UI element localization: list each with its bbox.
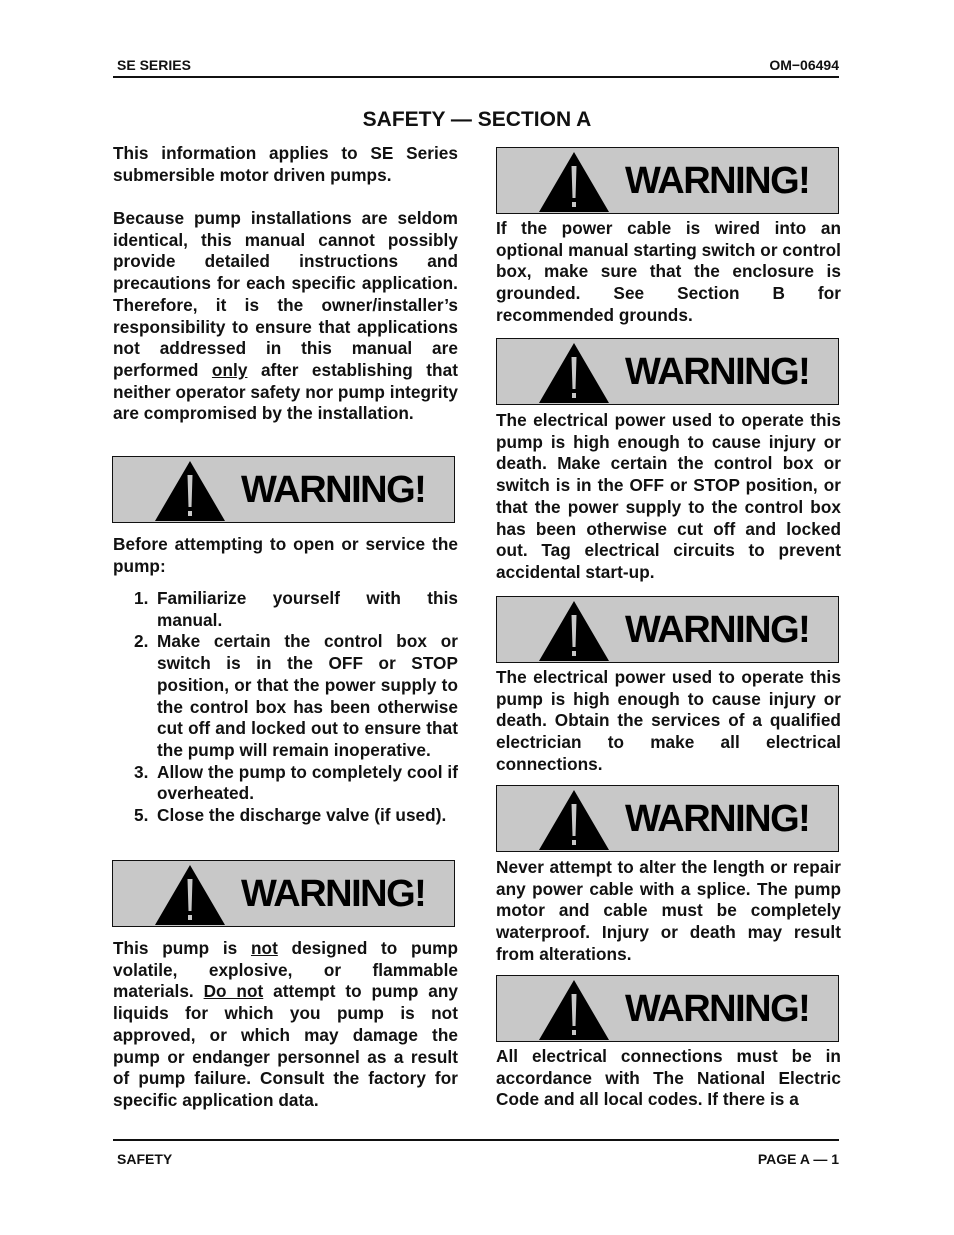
- intro-paragraph: This information applies to SE Series submersible motor driven pumps.: [113, 143, 458, 185]
- service-warning-lead: Before attempting to open or service the pump:: [113, 534, 458, 576]
- warning-label: WARNING!: [625, 609, 810, 651]
- materials-warning-paragraph: This pump is not designed to pump volatile, explosive, or flammable materials. Do not attempt to pump any liquids for which you pump is not approved, or which may damage the pump or endanger personnel as a result of pump failure. Consult the factory for specific application data.: [113, 938, 459, 1110]
- cable-splice-warning-paragraph: Never attempt to alter the length or repair any power cable with a splice. The pump motor and cable must be completely waterproof. Injury or death may result from alterations.: [496, 857, 841, 964]
- warning-triangle-icon: [537, 341, 611, 404]
- footer-section-label: SAFETY: [117, 1151, 173, 1167]
- header-rule: [113, 76, 839, 78]
- warning-label: WARNING!: [625, 351, 810, 393]
- section-title: SAFETY — SECTION A: [362, 108, 592, 131]
- warning-triangle-icon: [537, 599, 611, 662]
- warning-triangle-icon: [537, 978, 611, 1041]
- warning-triangle-icon: [537, 788, 611, 851]
- warning-box: [112, 860, 455, 927]
- warning-triangle-icon: [153, 459, 227, 522]
- power-lockout-warning-paragraph: The electrical power used to operate this pump is high enough to cause injury or death. Make certain the control box or switch is in the OFF or STOP position, or that the power supply to the control box has been otherwise cut off and locked out. Tag electrical circuits to prevent accidental start-up.: [496, 410, 841, 582]
- service-steps-list: [113, 588, 458, 827]
- list-item: 3. Allow the pump to completely cool if overheated.: [134, 761, 458, 804]
- warning-triangle-icon: [537, 150, 611, 213]
- list-item: 5. Close the discharge valve (if used).: [134, 805, 447, 826]
- warning-box: [496, 975, 839, 1042]
- warning-label: WARNING!: [241, 873, 426, 915]
- responsibility-paragraph: Because pump installations are seldom identical, this manual cannot possibly provide detailed instructions and precautions for each specific application. Therefore, it is the owner/installer’s responsibility to ensure that applications not addressed in this manual are performed only after establishing that neither operator safety nor pump integrity are compromised by the installation.: [113, 208, 458, 424]
- warning-label: WARNING!: [625, 160, 810, 202]
- warning-box: [496, 785, 839, 852]
- list-item: 2. Make certain the control box or switch is in the OFF or STOP position, or that the power supply to the control box has been otherwise cut off and locked out to ensure that the pump will remain inoperative.: [134, 631, 458, 760]
- document-number: OM−06494: [769, 57, 839, 73]
- warning-box: [496, 338, 839, 405]
- electrician-warning-paragraph: The electrical power used to operate this pump is high enough to cause injury or death. Obtain the services of a qualified electrician to make all electrical connections.: [496, 667, 841, 774]
- electrical-code-warning-paragraph: All electrical connections must be in accordance with The National Electric Code and all local codes. If there is a: [496, 1046, 841, 1110]
- warning-label: WARNING!: [241, 469, 426, 511]
- warning-label: WARNING!: [625, 798, 810, 840]
- list-item: 1. Familiarize yourself with this manual.: [134, 588, 458, 630]
- warning-box: [112, 456, 455, 523]
- series-label: SE SERIES: [117, 57, 191, 73]
- warning-box: [496, 596, 839, 663]
- page-number: PAGE A — 1: [757, 1151, 839, 1167]
- warning-box: [496, 147, 839, 214]
- grounding-warning-paragraph: If the power cable is wired into an optional manual starting switch or control box, make sure that the enclosure is grounded. See Section B for recommended grounds.: [496, 218, 841, 325]
- warning-triangle-icon: [153, 863, 227, 926]
- footer-rule: [113, 1139, 839, 1141]
- warning-label: WARNING!: [625, 988, 810, 1030]
